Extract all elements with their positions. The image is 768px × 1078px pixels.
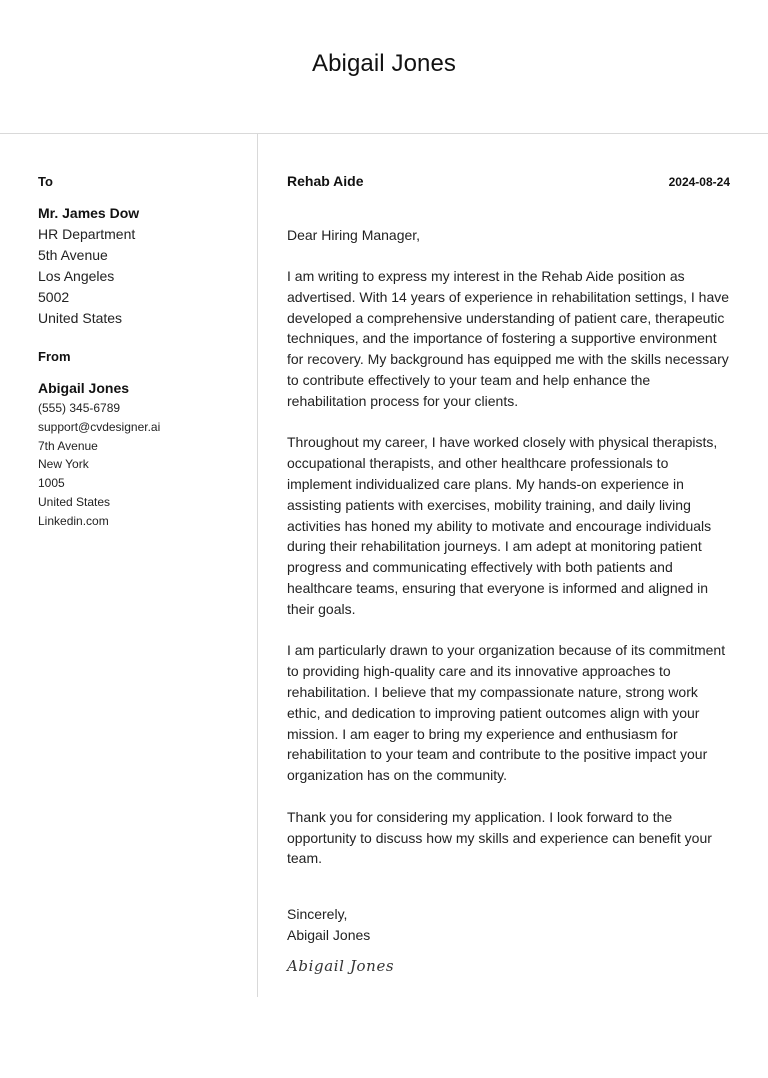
sender-name: Abigail Jones xyxy=(38,380,130,396)
paragraph: I am particularly drawn to your organization because of its commitment to providing high-quality care and its innovative approaches to rehabilitation. I believe that my compassionate nature, strong work ethic, and dedication to improving patient outcomes align with your mission. I am eager to bring my experience and enthusiasm for rehabilitation to your team and contribute to the positive impact your organization has on the community. xyxy=(287,642,726,784)
recipient-postcode: 5002 xyxy=(38,289,70,305)
letter-date: 2024-08-24 xyxy=(668,175,730,189)
signature: Abigail Jones xyxy=(287,957,395,976)
sender-street: 7th Avenue xyxy=(38,438,98,453)
to-heading: To xyxy=(38,174,53,189)
header-divider xyxy=(0,133,768,134)
header-name: Abigail Jones xyxy=(311,50,457,77)
letter-body xyxy=(287,173,730,975)
job-title: Rehab Aide xyxy=(287,173,364,189)
from-heading: From xyxy=(38,349,71,364)
paragraph: Thank you for considering my application. I look forward to the opportunity to discuss how my skills and experience can benefit your team. xyxy=(287,808,712,867)
closing xyxy=(287,904,730,946)
letter-paragraphs xyxy=(287,266,730,869)
sender-postcode: 1005 xyxy=(38,476,65,491)
closing-salutation: Sincerely, xyxy=(287,906,348,923)
paragraph: Throughout my career, I have worked closely with physical therapists, occupational therapists, and other healthcare professionals to implement individualized care plans. My hands-on experience in assisting patients with exercises, mobility training, and daily living activities has honed my ability to motivate and encourage individuals during their rehabilitation journeys. I am adept at monitoring patient progress and communicating effectively with both patients and healthcare teams, ensuring that everyone is informed and aligned in their goals. xyxy=(287,434,718,617)
sender-linkedin: Linkedin.com xyxy=(38,513,109,528)
sender-country: United States xyxy=(38,494,111,509)
sender-city: New York xyxy=(38,457,89,472)
sidebar xyxy=(38,173,243,531)
letter-header xyxy=(0,0,768,133)
sender-email: support@cvdesigner.ai xyxy=(38,419,161,434)
recipient-department: HR Department xyxy=(38,226,136,242)
recipient-street: 5th Avenue xyxy=(38,247,108,263)
recipient-country: United States xyxy=(38,310,123,326)
letter-meta xyxy=(287,173,730,193)
greeting: Dear Hiring Manager, xyxy=(287,227,421,243)
closing-name: Abigail Jones xyxy=(287,927,371,944)
column-divider xyxy=(257,134,258,997)
recipient-name: Mr. James Dow xyxy=(38,205,140,221)
sender-phone: (555) 345-6789 xyxy=(38,401,121,415)
paragraph: I am writing to express my interest in the Rehab Aide position as advertised. With 14 years of experience in rehabilitation settings, I have developed a comprehensive understanding of patient care, therapeutic techniques, and the importance of fostering a supportive environment for recovery. My background has equipped me with the skills necessary to contribute effectively to your team and help enhance the rehabilitation process for your clients. xyxy=(287,268,730,409)
recipient-city: Los Angeles xyxy=(38,268,115,284)
